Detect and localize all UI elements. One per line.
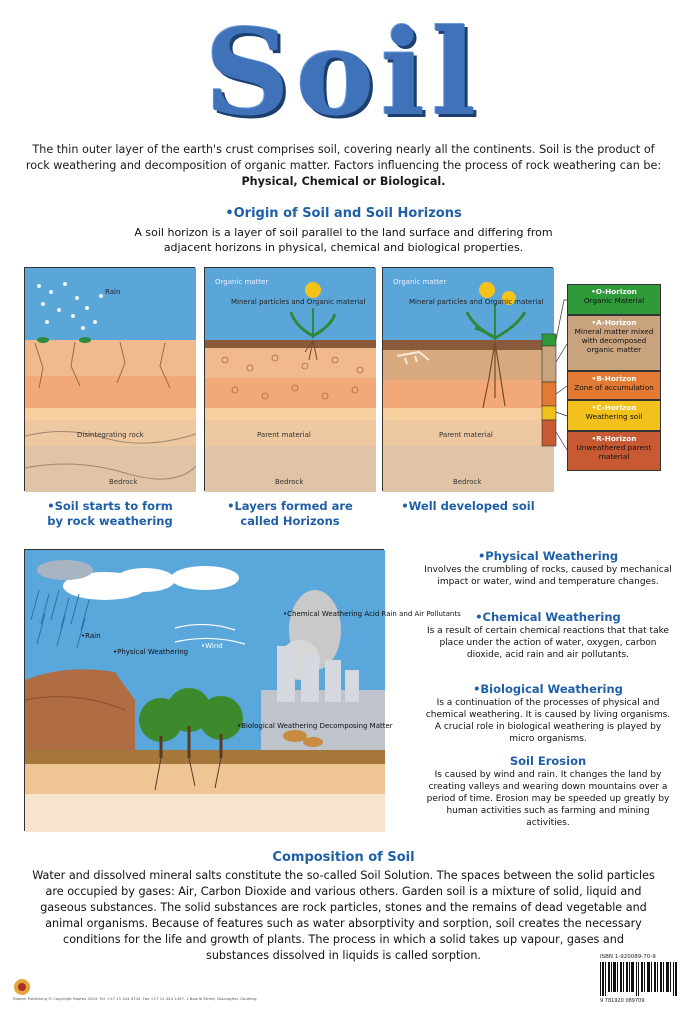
physical-weathering-block <box>424 549 672 588</box>
label-rain: Rain <box>105 288 121 296</box>
panel-horizons <box>204 267 375 491</box>
label-organic-matter: Organic matter <box>215 278 269 286</box>
soil-erosion-text: Is caused by wind and rain. It changes the land by creating valleys and wearing down mountains over a period of time. Erosion may be speeded up greatly by human activities such as farming and mining activities. <box>426 770 670 828</box>
label-mineral: Mineral particles and Organic material <box>231 298 366 306</box>
horizon-a-desc: Mineral matter mixed with decomposed organic matter <box>574 327 654 354</box>
caption-rock-weathering: •Soil starts to form by rock weathering <box>47 499 173 528</box>
soil-erosion-block <box>424 754 672 829</box>
barcode-number: 9 781920 089709 <box>600 998 645 1004</box>
publisher-logo-icon <box>13 978 31 996</box>
label-parent-material: Parent material <box>439 431 493 439</box>
panel-rock-weathering <box>24 267 195 491</box>
biological-weathering-block <box>424 682 672 745</box>
label-chemical-weathering: •Chemical Weathering Acid Rain and Air Pollutants <box>283 610 461 618</box>
label-organic-matter: Organic matter <box>393 278 447 286</box>
poster-title: Soil <box>204 3 483 142</box>
biological-weathering-heading: •Biological Weathering <box>473 682 623 696</box>
horizon-r <box>567 431 661 471</box>
chemical-weathering-heading: •Chemical Weathering <box>475 610 621 624</box>
publisher-line: Rapfen Publishing © Copyright Rapfen 2003. Tel. +27 11 444 4744. Fax +27 11 444 1497. 1 Boorie Street, Dwarsgfrei, Gauteng <box>13 996 257 1001</box>
label-disintegrating-rock: Disintegrating rock <box>77 431 144 439</box>
origin-text: A soil horizon is a layer of soil parallel to the land surface and differing from adjacent horizons in physical, chemical and biological properties. <box>134 226 553 254</box>
horizon-r-name: •R-Horizon <box>591 434 637 443</box>
label-mineral: Mineral particles and Organic material <box>409 298 544 306</box>
chemical-weathering-text: Is a result of certain chemical reactions that that take place under the action of water, oxygen, carbon dioxide, acid rain and air pollutants. <box>426 626 670 660</box>
horizon-connector <box>540 282 570 452</box>
label-rain: •Rain <box>81 632 101 640</box>
caption-horizons: •Layers formed are called Horizons <box>227 499 353 528</box>
soil-erosion-heading: Soil Erosion <box>509 754 587 768</box>
origin-heading: •Origin of Soil and Soil Horizons <box>225 206 462 221</box>
physical-weathering-text: Involves the crumbling of rocks, caused by mechanical impact or water, wind and temperature changes. <box>424 565 672 587</box>
horizon-c-name: •C-Horizon <box>591 403 637 412</box>
label-bedrock: Bedrock <box>453 478 482 486</box>
intro-paragraph <box>22 142 665 190</box>
horizon-a-name: •A-Horizon <box>591 318 637 327</box>
label-biological-weathering: •Biological Weathering Decomposing Matter <box>237 722 393 730</box>
composition-heading: Composition of Soil <box>272 850 415 865</box>
biological-weathering-text: Is a continuation of the processes of physical and chemical weathering. It is caused by living organisms. A crucial role in biological weathering is played by micro organisms. <box>425 698 671 744</box>
panel-developed-soil <box>382 267 553 491</box>
label-wind: •Wind <box>201 642 223 650</box>
chemical-weathering-block <box>424 610 672 661</box>
barcode-icon <box>600 962 678 996</box>
horizon-c-desc: Weathering soil <box>585 412 643 421</box>
label-bedrock: Bedrock <box>109 478 138 486</box>
label-physical-weathering: •Physical Weathering <box>113 648 189 656</box>
horizon-o <box>567 284 661 315</box>
weathering-scene <box>24 549 461 831</box>
intro-factors: Physical, Chemical or Biological. <box>241 175 446 188</box>
horizon-b-name: •B-Horizon <box>591 374 637 383</box>
horizon-b <box>567 371 661 400</box>
horizon-o-desc: Organic Material <box>583 296 645 305</box>
horizon-b-desc: Zone of accumulation <box>574 383 654 392</box>
caption-developed-soil: •Well developed soil <box>401 499 535 513</box>
horizon-a <box>567 315 661 371</box>
horizon-r-desc: Unweathered parent material <box>576 443 652 461</box>
label-bedrock: Bedrock <box>275 478 304 486</box>
isbn: ISBN 1-920089-70-9 <box>600 954 656 960</box>
intro-text: The thin outer layer of the earth's crust comprises soil, covering nearly all the continents. Soil is the product of rock weathering and decomposition of organic matter. Factors influencing the process of rock weathering can be: <box>25 143 662 172</box>
horizon-c <box>567 400 661 431</box>
label-parent-material: Parent material <box>257 431 311 439</box>
composition-text: Water and dissolved mineral salts constitute the so-called Soil Solution. The spaces between the solid particles are occupied by gases: Air, Carbon Dioxide and various others. Garden soil is a mixture of solid, liquid and gaseous substances. The solid substances are rock particles, stones and the remains of dead vegetable and animal organisms. Because of features such as water absorptivity and sorption, soil creates the necessary conditions for the life and growth of plants. The process in which a solid takes up vapour, gases and substances dissolved in liquids is called sorption. <box>32 869 655 962</box>
horizon-o-name: •O-Horizon <box>591 287 637 296</box>
physical-weathering-heading: •Physical Weathering <box>477 549 619 563</box>
